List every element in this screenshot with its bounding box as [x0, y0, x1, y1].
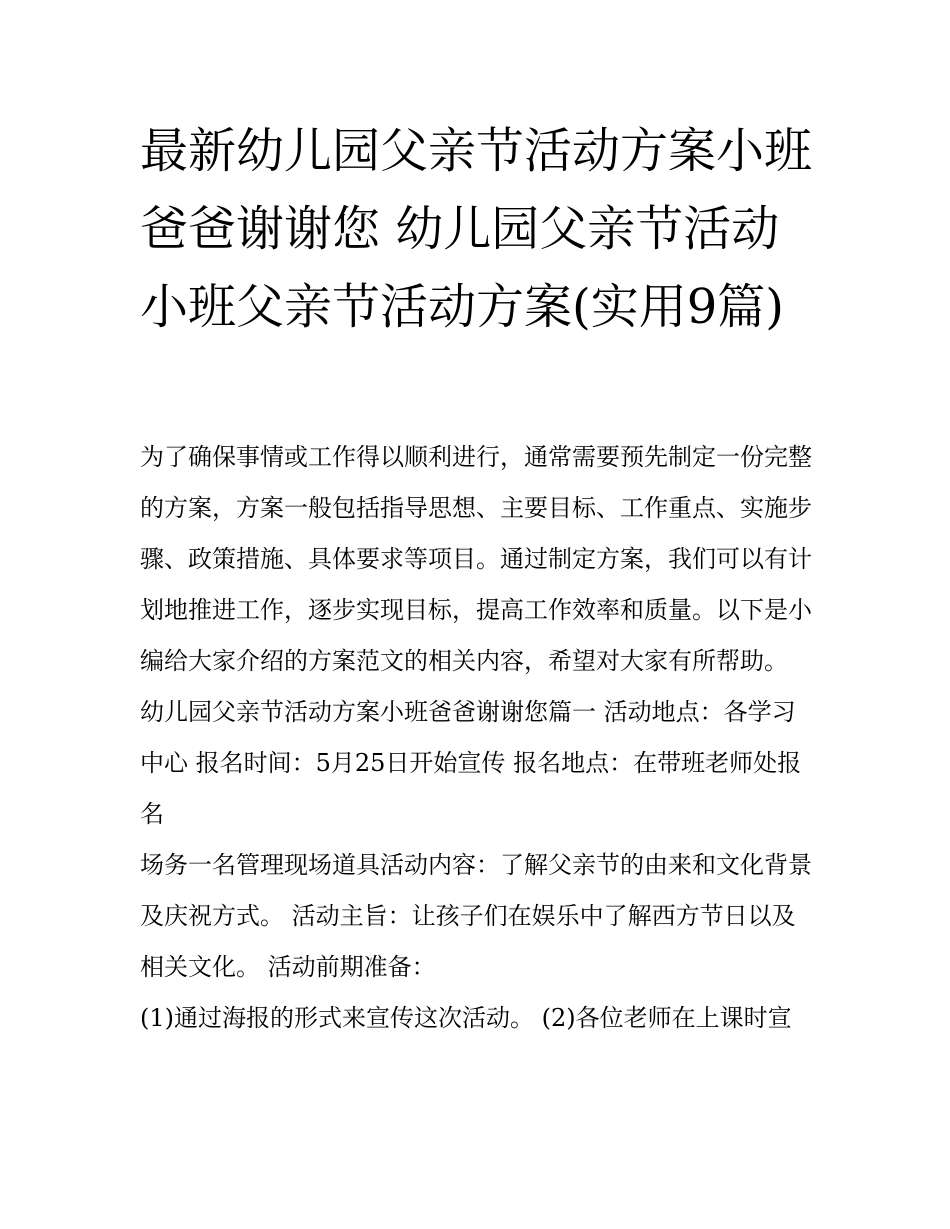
activity-location-paragraph: 幼儿园父亲节活动方案小班爸爸谢谢您篇一 活动地点：各学习中心 报名时间：5月25日开始宣传 报名地点：在带班老师处报名 — [140, 698, 802, 828]
document-body — [140, 432, 812, 1044]
preparation-paragraph: (1)通过海报的形式来宣传这次活动。 (2)各位老师在上课时宣 — [140, 1004, 792, 1032]
document-title: 最新幼儿园父亲节活动方案小班爸爸谢谢您 幼儿园父亲节活动小班父亲节活动方案(实用9篇) — [140, 123, 813, 335]
activity-content-paragraph: 场务一名管理现场道具活动内容：了解父亲节的由来和文化背景及庆祝方式。 活动主旨：让孩子们在娱乐中了解西方节日以及相关文化。 活动前期准备： — [140, 851, 812, 981]
intro-paragraph: 为了确保事情或工作得以顺利进行，通常需要预先制定一份完整的方案，方案一般包括指导思想、主要目标、工作重点、实施步骤、政策措施、具体要求等项目。通过制定方案，我们可以有计划地推进工作，逐步实现目标，提高工作效率和质量。以下是小编给大家介绍的方案范文的相关内容，希望对大家有所帮助。 — [140, 443, 812, 675]
